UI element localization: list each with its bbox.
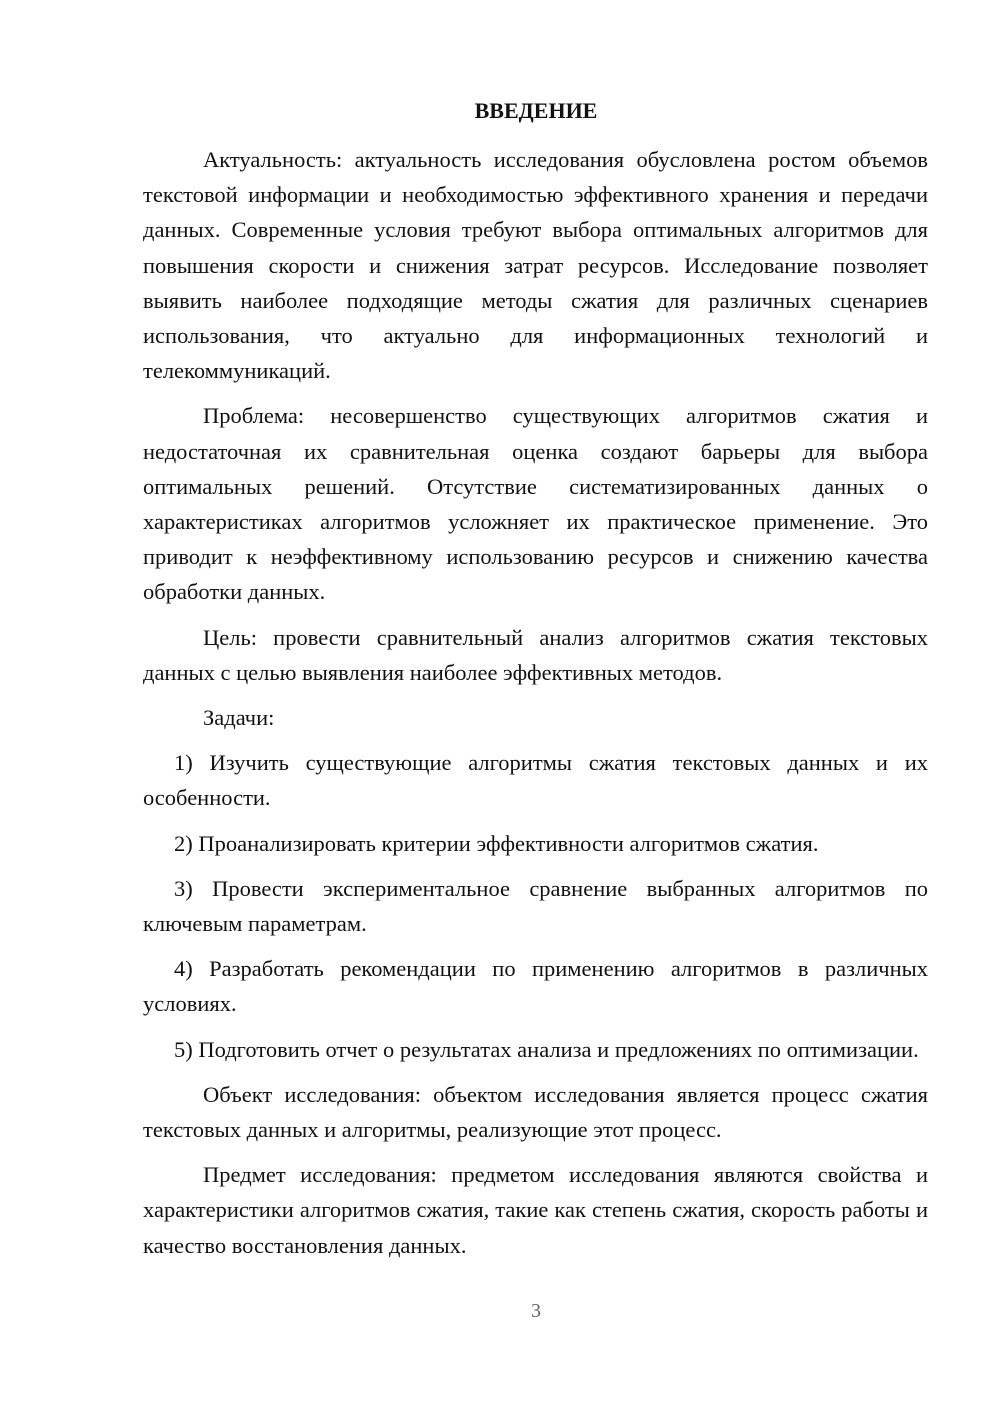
- paragraph-relevance: Актуальность: актуальность исследования обусловлена ростом объемов текстовой информации и необходимостью эффективного хранения и передачи данных. Современные условия требуют выбора оптимальных алгоритмов для повышения скорости и снижения затрат ресурсов. Исследование позволяет выявить наиболее подходящие методы сжатия для различных сценариев использования, что актуально для информационных технологий и телекоммуникаций.: [143, 147, 928, 384]
- task-item-3: 3) Провести экспериментальное сравнение выбранных алгоритмов по ключевым параметрам.: [143, 875, 928, 937]
- task-item-2: 2) Проанализировать критерии эффективности алгоритмов сжатия.: [174, 830, 819, 856]
- paragraph-object: Объект исследования: объектом исследования является процесс сжатия текстовых данных и алгоритмы, реализующие этот процесс.: [143, 1081, 928, 1143]
- task-item-4: 4) Разработать рекомендации по применению алгоритмов в различных условиях.: [143, 956, 928, 1017]
- task-item-5: 5) Подготовить отчет о результатах анализа и предложениях по оптимизации.: [174, 1036, 919, 1062]
- paragraph-problem: Проблема: несовершенство существующих алгоритмов сжатия и недостаточная их сравнительная оценка создают барьеры для выбора оптимальных решений. Отсутствие систематизированных данных о характеристиках алгоритмов усложняет их практическое применение. Это приводит к неэффективному использованию ресурсов и снижению качества обработки данных.: [143, 403, 928, 605]
- body-text: [143, 142, 928, 1273]
- page-title: ВВЕДЕНИЕ: [474, 98, 598, 123]
- page-number: 3: [531, 1300, 541, 1322]
- paragraph-goal: Цель: провести сравнительный анализ алгоритмов сжатия текстовых данных с целью выявления наиболее эффективных методов.: [143, 624, 928, 685]
- tasks-heading: Задачи:: [203, 705, 275, 731]
- task-item-1: 1) Изучить существующие алгоритмы сжатия текстовых данных и их особенности.: [143, 750, 928, 811]
- paragraph-subject: Предмет исследования: предметом исследования являются свойства и характеристики алгоритмов сжатия, такие как степень сжатия, скорость работы и качество восстановления данных.: [143, 1162, 928, 1258]
